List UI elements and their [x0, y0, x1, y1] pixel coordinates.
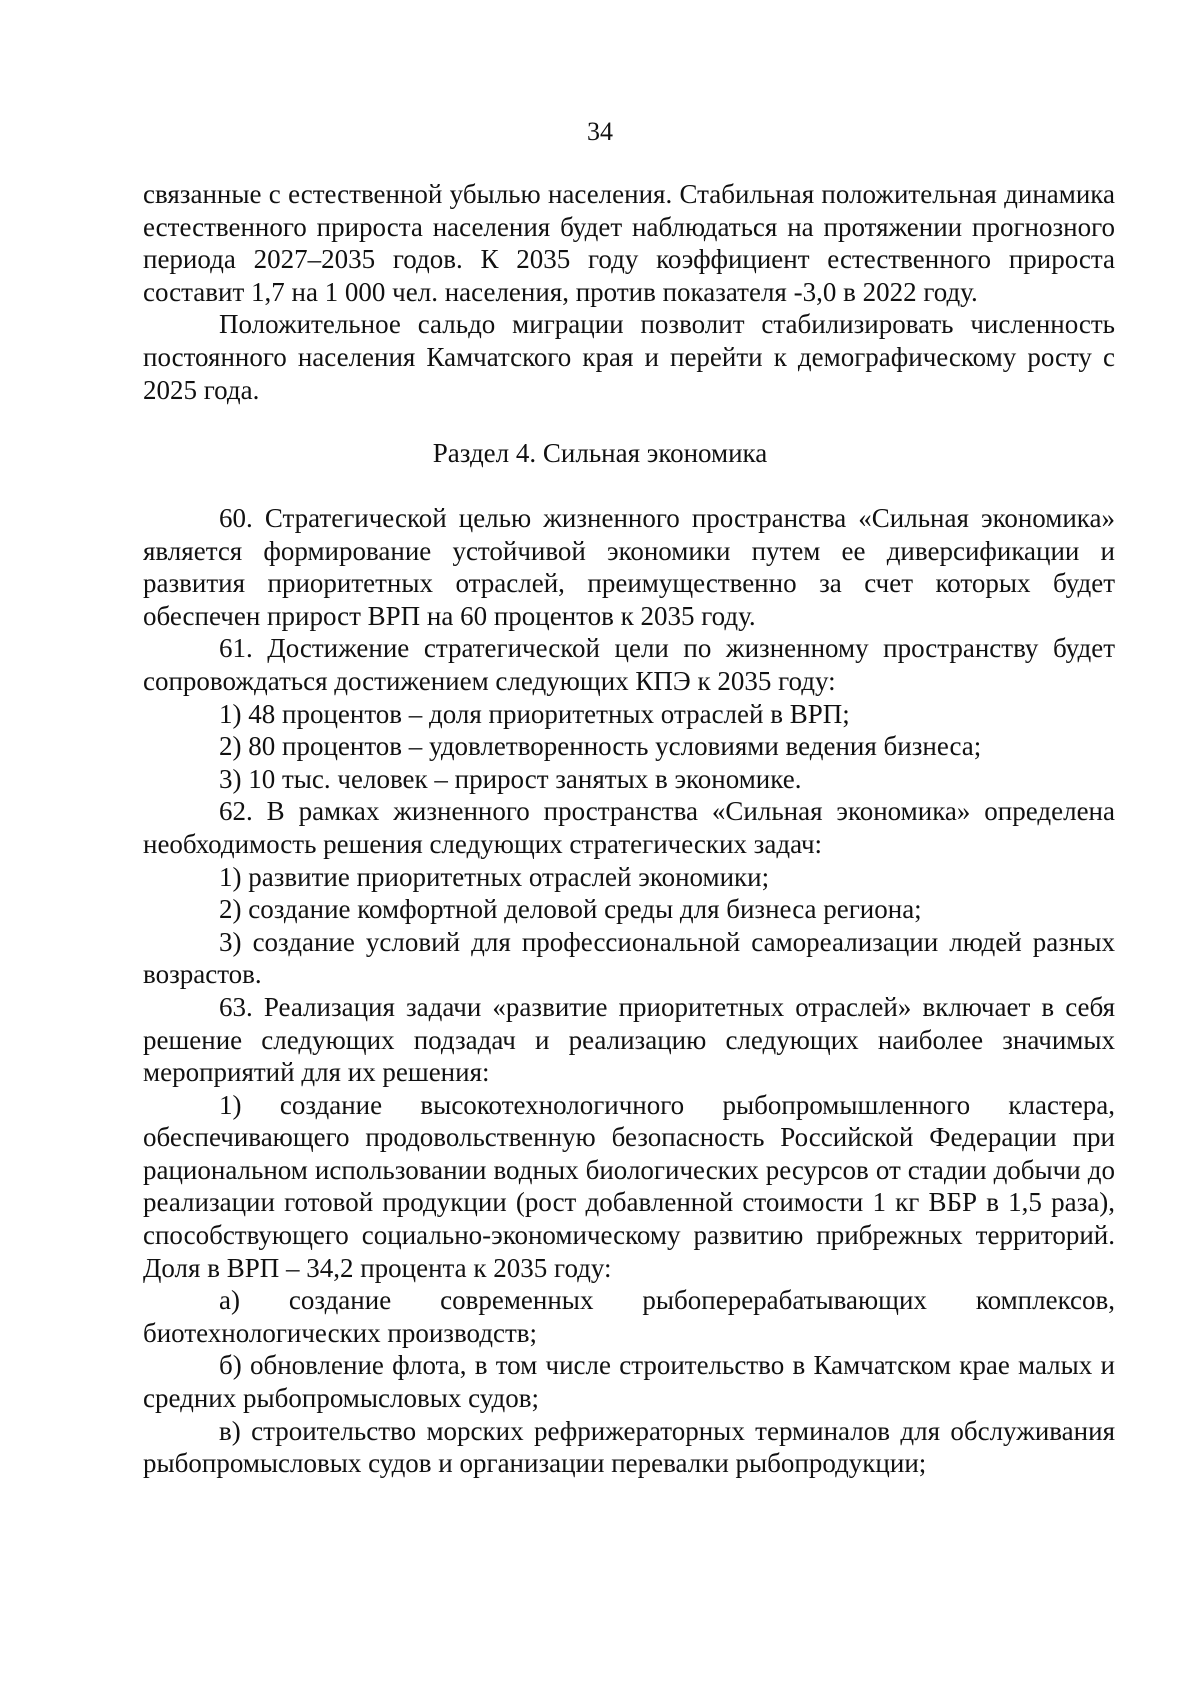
list-item: 2) создание комфортной деловой среды для бизнеса региона;: [219, 894, 922, 925]
paragraph-62: 62. В рамках жизненного пространства «Сильная экономика» определена необходимость решения следующих стратегических задач:: [143, 796, 1115, 859]
list-item: 3) создание условий для профессиональной самореализации людей разных возрастов.: [143, 926, 1115, 990]
intro-text-block: [143, 178, 1115, 406]
sub-list-item: в) строительство морских рефрижераторных терминалов для обслуживания рыбопромысловых судов и организации перевалки рыбопродукции;: [143, 1415, 1115, 1479]
sub-list-item: б) обновление флота, в том числе строительство в Камчатском крае малых и средних рыбопромысловых судов;: [143, 1350, 1115, 1414]
paragraph-61: 61. Достижение стратегической цели по жизненному пространству будет сопровождаться достижением следующих КПЭ к 2035 году:: [143, 633, 1115, 696]
list-item: 1) развитие приоритетных отраслей экономики;: [219, 861, 770, 892]
list-item: 1) 48 процентов – доля приоритетных отраслей в ВРП;: [219, 698, 850, 729]
sub-list-item: а) создание современных рыбоперерабатывающих комплексов, биотехнологических производств;: [143, 1285, 1115, 1348]
paragraph: связанные с естественной убылью населения. Стабильная положительная динамика естественного прироста населения будет наблюдаться на протяжении прогнозного периода 2027–2035 годов. К 2035 году коэффициент естественного прироста составит 1,7 на 1 000 чел. населения, против показателя -3,0 в 2022 году.: [143, 179, 1115, 307]
paragraph-63: 63. Реализация задачи «развитие приоритетных отраслей» включает в себя решение следующих подзадач и реализацию следующих наиболее значимых мероприятий для их решения:: [143, 991, 1115, 1088]
list-item: 3) 10 тыс. человек – прирост занятых в экономике.: [219, 763, 802, 794]
page-number: 34: [587, 117, 613, 146]
list-item: 2) 80 процентов – удовлетворенность условиями ведения бизнеса;: [219, 731, 982, 762]
section-heading: Раздел 4. Сильная экономика: [432, 438, 768, 468]
section-text-block: [143, 502, 1115, 1480]
paragraph-60: 60. Стратегической целью жизненного пространства «Сильная экономика» является формирование устойчивой экономики путем ее диверсификации и развития приоритетных отраслей, преимущественно за счет которых будет обеспечен прирост ВРП на 60 процентов к 2035 году.: [143, 503, 1115, 631]
paragraph: Положительное сальдо миграции позволит стабилизировать численность постоянного населения Камчатского края и перейти к демографическому росту с 2025 года.: [143, 309, 1115, 405]
list-item: 1) создание высокотехнологичного рыбопромышленного кластера, обеспечивающего продовольственную безопасность Российской Федерации при рациональном использовании водных биологических ресурсов от стадии добычи до реализации готовой продукции (рост добавленной стоимости 1 кг ВБР в 1,5 раза), способствующего социально-экономическому развитию прибрежных территорий. Доля в ВРП – 34,2 процента к 2035 году:: [143, 1089, 1115, 1283]
